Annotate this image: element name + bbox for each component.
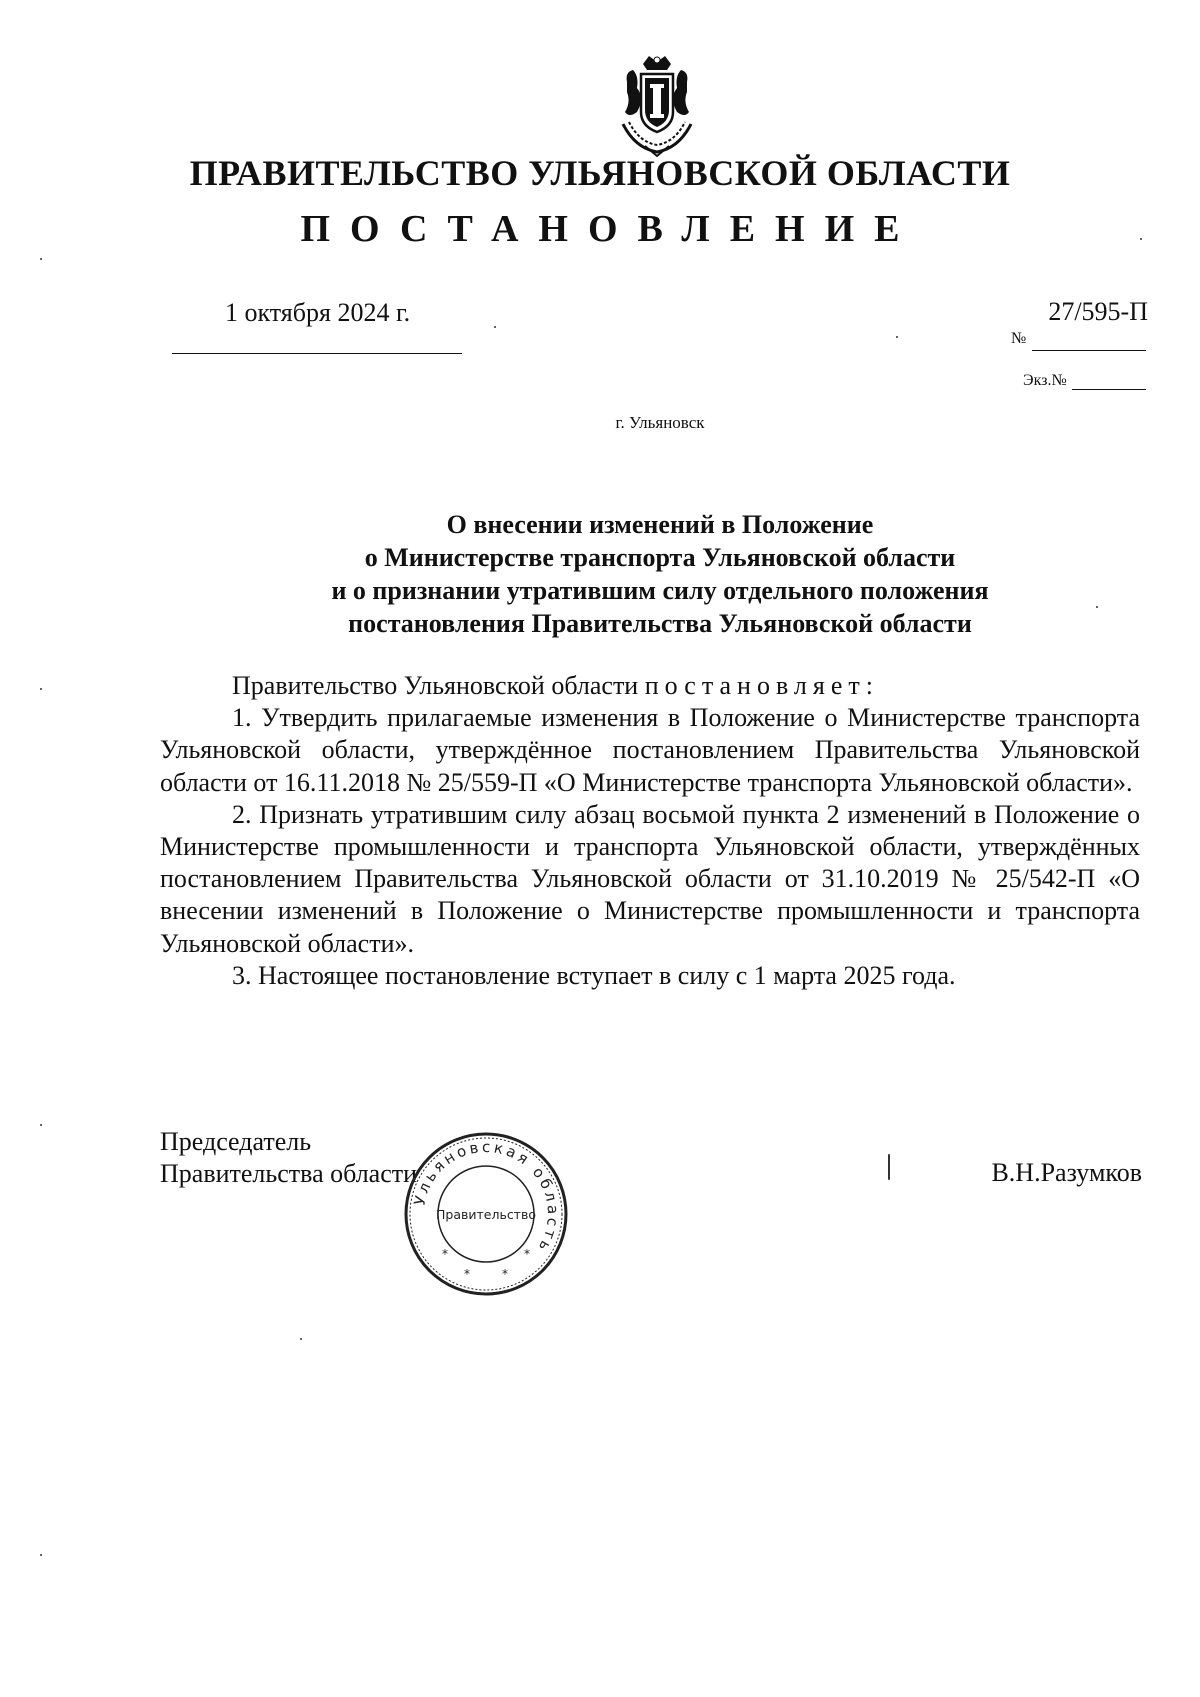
coat-of-arms-emblem [615,52,699,158]
seal-center-text: Правительство [436,1207,536,1222]
document-number: 27/595-П [1048,297,1148,326]
scan-speck [40,1554,42,1556]
signatory-name: В.Н.Разумков [991,1158,1142,1187]
signatory-title-line: Правительства области [160,1159,418,1188]
scan-speck [40,1124,42,1126]
scan-speck [1140,238,1142,240]
document-body [160,670,1140,992]
svg-text:*: * [524,1247,530,1261]
seal-ring-text: Ульяновская область [410,1137,563,1257]
title-line: о Министерстве транспорта Ульяновской области [364,543,956,572]
preamble-action: постановляет: [644,671,879,700]
title-line: и о признании утратившим силу отдельного положения [331,576,989,605]
clause-3: 3. Настоящее постановление вступает в силу с 1 марта 2025 года. [232,960,956,990]
scan-speck [896,336,898,338]
svg-text:*: * [464,1267,470,1281]
title-line: постановления Правительства Ульяновской области [348,609,972,638]
svg-text:*: * [442,1247,448,1261]
signatory-title [160,1126,417,1190]
title-line: О внесении изменений в Положение [446,510,874,539]
copy-number-underline [1072,389,1146,390]
number-underline [1032,350,1146,351]
official-seal [402,1130,570,1298]
document-type-heading: ПОСТАНОВЛЕНИЕ [300,208,920,250]
organization-heading: ПРАВИТЕЛЬСТВО УЛЬЯНОВСКОЙ ОБЛАСТИ [189,153,1011,193]
date-underline [172,353,462,354]
scan-speck [494,326,496,328]
clause-2: 2. Признать утратившим силу абзац восьмой пункта 2 изменений в Положение о Министерстве промышленности и транспорта Ульяновской области, утверждённых постановлением Правительства Ульяновской области от 31.10.2019 № 25/542-П «О внесении изменений в Положение о Министерстве промышленности и транспорта Ульяновской области». [160,799,1140,958]
preamble [160,670,1140,702]
city-name: г. Ульяновск [615,413,705,432]
preamble-text: Правительство Ульяновской области [232,671,639,700]
scan-speck [1096,606,1098,608]
scan-speck [40,258,42,260]
signatory-title-line: Председатель [160,1127,312,1156]
clause-1: 1. Утвердить прилагаемые изменения в Положение о Министерстве транспорта Ульяновской области, утверждённое постановлением Правительства Ульяновской области от 16.11.2018 № 25/559-П «О Министерстве транспорта Ульяновской области». [160,703,1140,797]
svg-text:*: * [502,1267,508,1281]
scan-mark [888,1154,890,1180]
copy-number-label: Экз.№ [1023,372,1067,389]
number-label: № [1011,330,1027,347]
scan-speck [40,688,42,690]
document-date: 1 октября 2024 г. [225,298,411,327]
document-title [160,508,1160,640]
scan-speck [300,1338,302,1340]
